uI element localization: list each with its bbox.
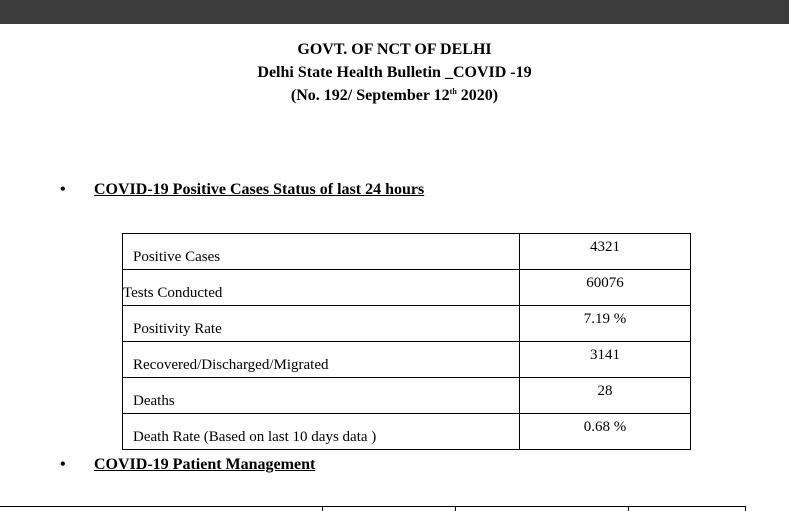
row-value-positive-cases: 4321 <box>520 234 691 270</box>
bulletin-title: Delhi State Health Bulletin _COVID -19 <box>257 64 532 81</box>
section-patient-management <box>60 456 315 474</box>
bulletin-header <box>0 38 789 107</box>
positive-cases-table <box>122 233 691 450</box>
row-value-tests-conducted: 60076 <box>520 270 691 306</box>
viewer-toolbar <box>0 0 789 24</box>
row-label-deaths: Deaths <box>123 378 520 414</box>
govt-title: GOVT. OF NCT OF DELHI <box>297 41 492 58</box>
row-value-deaths: 28 <box>520 378 691 414</box>
row-value-positivity-rate: 7.19 % <box>520 306 691 342</box>
row-value-recovered: 3141 <box>520 342 691 378</box>
table-row <box>123 378 691 414</box>
row-label-tests-conducted: Tests Conducted <box>123 270 520 306</box>
bullet-icon: • <box>60 456 66 473</box>
row-label-death-rate: Death Rate (Based on last 10 days data ) <box>123 414 520 450</box>
table-row <box>123 270 691 306</box>
section-title: COVID-19 Patient Management <box>94 456 316 473</box>
section-title: COVID-19 Positive Cases Status of last 24 hours <box>94 181 425 198</box>
row-label-positivity-rate: Positivity Rate <box>123 306 520 342</box>
row-label-positive-cases: Positive Cases <box>123 234 520 270</box>
table-row <box>123 234 691 270</box>
table-row <box>123 342 691 378</box>
bullet-icon: • <box>60 181 66 198</box>
row-label-recovered: Recovered/Discharged/Migrated <box>123 342 520 378</box>
bulletin-number: (No. 192/ September 12th 2020) <box>290 87 499 104</box>
table-row <box>123 414 691 450</box>
row-value-death-rate: 0.68 % <box>520 414 691 450</box>
patient-management-table-top <box>0 506 746 511</box>
table-row <box>123 306 691 342</box>
section-positive-status <box>60 181 424 199</box>
